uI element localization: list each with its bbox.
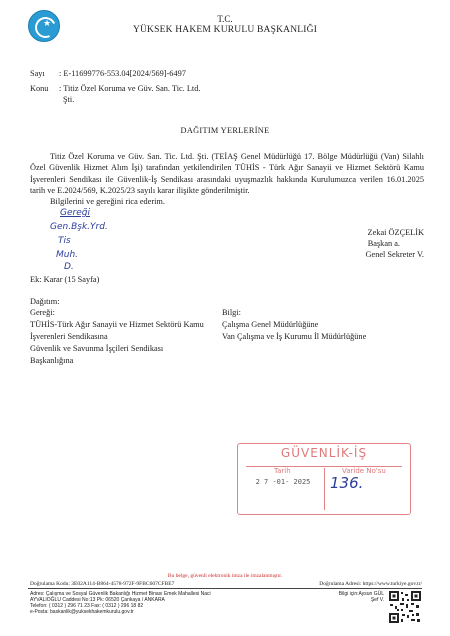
bilgi-item-2: Van Çalışma ve İş Kurumu İl Müdürlüğüne	[222, 332, 367, 341]
footer-info	[312, 591, 384, 603]
document-title: DAĞITIM YERLERİNE	[180, 126, 270, 135]
footer-line-3: Telefon: ( 0312 ) 296 71 23 Fax: ( 0312 ) 296 18 82	[30, 603, 144, 609]
footer-line-2: AYVALIOĞLU Caddesi No:13 Pk: 06520 Çankaya / ANKARA	[30, 597, 165, 603]
handwritten-gen-bsk-yrd: Gen.Bşk.Yrd.	[50, 222, 108, 232]
stamp-vertical-divider	[324, 468, 325, 510]
header-line-1: T.C.	[217, 14, 233, 24]
footer-divider	[28, 588, 422, 589]
gereg-item-2: İşverenleri Sendikasına	[30, 332, 108, 341]
verification-address[interactable]: Doğrulama Adresi: https://www.turkiye.gov.tr/	[319, 581, 422, 587]
e-signature-note: Bu belge, güvenli elektronik imza ile imzalanmıştır.	[167, 573, 283, 579]
verification-code: Doğrulama Kodu: 3E02A114-B864-4578-972F-9FBC607CFBE7	[30, 581, 175, 587]
handwritten-d: D.	[64, 262, 74, 272]
handwritten-muh: Muh.	[56, 250, 79, 260]
bilgi-item-1: Çalışma Genel Müdürlüğüne	[222, 320, 319, 329]
gereg-item-3: Güvenlik ve Savunma İşçileri Sendikası	[30, 344, 164, 353]
konu-label: Konu	[30, 84, 49, 93]
stamp-tarih-label: Tarih	[274, 467, 291, 475]
received-stamp	[237, 443, 411, 515]
signer-title-2: Genel Sekreter V.	[365, 250, 424, 259]
konu-value-2: Şti.	[63, 95, 75, 104]
sayi-value: : E-11699776-553.04[2024/569]-6497	[59, 69, 186, 78]
signer-title-1: Başkan a.	[367, 239, 400, 248]
sayi-label: Sayı	[30, 69, 45, 78]
handwritten-geregi: Gereği	[60, 208, 90, 218]
closing-line: Bilgilerini ve gereğini rica ederim.	[50, 197, 165, 206]
footer-info-title: Şef V.	[370, 597, 384, 603]
gereg-item-4: Başkanlığına	[30, 356, 74, 365]
signer-name: Zekai ÖZÇELİK	[367, 228, 424, 237]
stamp-number: 136.	[330, 474, 364, 492]
footer-line-1: Adres: Çalışma ve Sosyal Güvenlik Bakanlığı Hizmet Binası Emek Mahallesi Naci	[30, 591, 211, 597]
handwritten-tis: Tis	[58, 236, 71, 246]
gereg-label: Gereği:	[30, 308, 55, 317]
attachment-line: Ek: Karar (15 Sayfa)	[30, 275, 100, 284]
footer-line-4[interactable]: e-Posta: baskanlik@yuksekhakemkurulu.gov.tr	[30, 609, 134, 615]
body-paragraph: Titiz Özel Koruma ve Güv. San. Tic. Ltd. Şti. (TEİAŞ Genel Müdürlüğü 17. Bölge Müdürlüğü (Van) Silahlı Özel Güvenlik Hizmet Alım İşi) tarafından yetkilendirilen TÜHİS - Türk Ağır Sanayii ve Hizmet Sektörü Kamu İşverenleri Sendikası ile Güvenlik-İş Sendikası arasındaki uyuşmazlık hakkında Kurulumuzca verilen 16.01.2025 tarih ve E.2024/569, K.2025/23 sayılı karar ilişikte gönderilmiştir.	[30, 152, 424, 196]
star-icon: ★	[43, 19, 52, 29]
qr-code-icon	[388, 590, 422, 624]
footer-address	[30, 591, 330, 615]
bilgi-label: Bilgi:	[222, 308, 241, 317]
stamp-varide-label: Varide No'su	[342, 467, 386, 475]
stamp-date: 2 7 -01- 2025	[255, 478, 311, 486]
header-line-2: YÜKSEK HAKEM KURULU BAŞKANLIĞI	[132, 25, 318, 35]
gereg-item-1: TÜHİS-Türk Ağır Sanayii ve Hizmet Sektörü Kamu	[30, 320, 204, 329]
stamp-title: GÜVENLİK-İŞ	[280, 446, 368, 460]
distribution-heading: Dağıtım:	[30, 297, 60, 306]
konu-value-1: : Titiz Özel Koruma ve Güv. San. Tic. Ltd.	[59, 84, 201, 93]
footer-info-name: Bilgi için:Aysun GÜL	[338, 591, 384, 597]
